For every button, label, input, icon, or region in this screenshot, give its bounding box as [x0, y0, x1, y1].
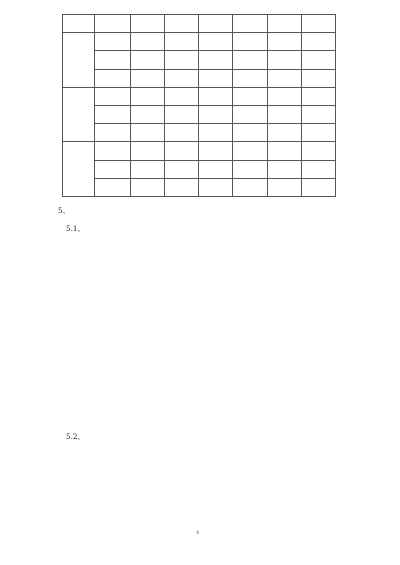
table-cell [301, 160, 335, 178]
table-cell [199, 15, 233, 33]
table-cell [267, 124, 301, 142]
table-cell [165, 33, 199, 51]
table-row [63, 51, 336, 69]
table-row [63, 160, 336, 178]
row-group-label [63, 142, 95, 197]
table-cell [131, 15, 165, 33]
row-sub-label [95, 15, 131, 33]
table-cell [301, 15, 335, 33]
table-cell [233, 51, 267, 69]
row-group-label [63, 87, 95, 142]
table-cell [131, 33, 165, 51]
table-cell [131, 87, 165, 105]
page-number: 4 [196, 530, 200, 536]
table-cell [267, 105, 301, 123]
table-cell [165, 51, 199, 69]
table-cell [165, 87, 199, 105]
table-cell [267, 87, 301, 105]
subsection-heading-5-2: 5.2、 [66, 432, 85, 441]
row-sub-label [95, 124, 131, 142]
table-cell [165, 69, 199, 87]
table-cell [267, 69, 301, 87]
table-row [63, 87, 336, 105]
row-sub-label [95, 105, 131, 123]
table-cell [131, 105, 165, 123]
table-cell [199, 160, 233, 178]
row-sub-label [95, 51, 131, 69]
table-cell [301, 124, 335, 142]
table-cell [267, 51, 301, 69]
table-cell [233, 15, 267, 33]
table-row [63, 142, 336, 160]
table-cell [267, 15, 301, 33]
table-cell [199, 105, 233, 123]
subsection-heading-5-1: 5.1、 [66, 224, 85, 233]
table-row [63, 178, 336, 196]
table-cell [301, 51, 335, 69]
table-cell [267, 178, 301, 196]
table-cell [267, 142, 301, 160]
table-cell [233, 33, 267, 51]
table-cell [267, 33, 301, 51]
table-cell [131, 124, 165, 142]
row-group-label [63, 33, 95, 88]
row-sub-label [95, 160, 131, 178]
table-cell [165, 15, 199, 33]
table-cell [301, 105, 335, 123]
row-sub-label [95, 69, 131, 87]
table-cell [165, 142, 199, 160]
table-cell [301, 178, 335, 196]
table-cell [199, 178, 233, 196]
table-cell [267, 160, 301, 178]
table-cell [131, 160, 165, 178]
table-cell [233, 69, 267, 87]
table-cell [301, 87, 335, 105]
table-cell [165, 160, 199, 178]
table-cell [165, 178, 199, 196]
table-cell [131, 178, 165, 196]
row-sub-label [95, 33, 131, 51]
table-cell [165, 105, 199, 123]
table-row [63, 69, 336, 87]
water-resource-table [62, 14, 336, 197]
table-cell [199, 51, 233, 69]
table-cell [301, 142, 335, 160]
table-row [63, 15, 336, 33]
table-cell [233, 160, 267, 178]
table-cell [199, 124, 233, 142]
table-cell [233, 178, 267, 196]
table-cell [301, 33, 335, 51]
table-cell [233, 142, 267, 160]
table-cell [165, 124, 199, 142]
table-cell [199, 33, 233, 51]
table-cell [233, 105, 267, 123]
row-group-label [63, 15, 95, 33]
row-sub-label [95, 178, 131, 196]
table-cell [199, 69, 233, 87]
table-cell [233, 124, 267, 142]
table-cell [131, 51, 165, 69]
table-row [63, 33, 336, 51]
table-cell [131, 69, 165, 87]
row-sub-label [95, 87, 131, 105]
table-cell [131, 142, 165, 160]
table-row [63, 124, 336, 142]
table-cell [301, 69, 335, 87]
section-heading-5: 5、 [58, 206, 70, 215]
row-sub-label [95, 142, 131, 160]
table-cell [233, 87, 267, 105]
table-row [63, 105, 336, 123]
table-cell [199, 87, 233, 105]
table-cell [199, 142, 233, 160]
